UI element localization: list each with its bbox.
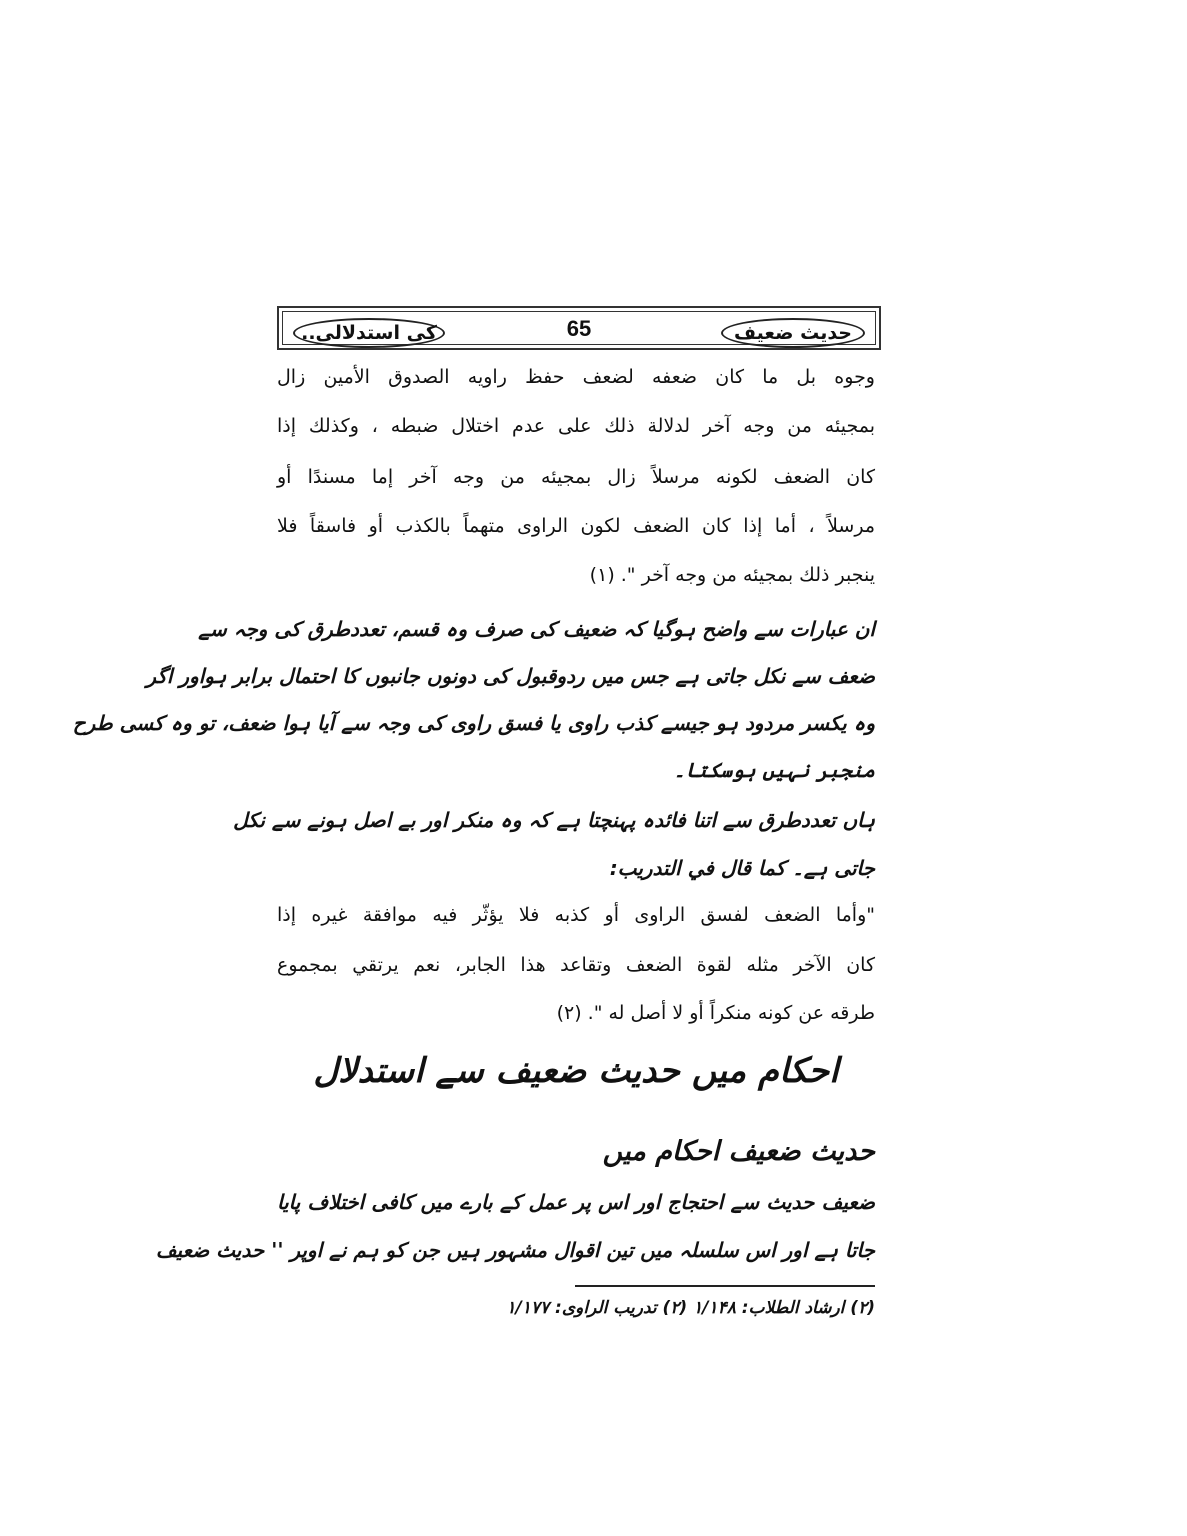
page-header (277, 306, 881, 350)
arabic-quote-1-line-3: كان الضعف لكونه مرسلاً زال بمجيئه من وجه آخر إما مسندًا أو (277, 466, 875, 488)
urdu-para-1-line-2: ضعف سے نکل جاتی ہے جس میں ردوقبول کی دونوں جانبوں کا احتمال برابر ہواور اگر (146, 664, 875, 688)
subsection-title: حدیث ضعیف احکام میں (602, 1136, 875, 1167)
header-inner-frame (282, 311, 876, 345)
urdu-para-3-line-1: ضعیف حدیث سے احتجاج اور اس پر عمل کے بارے میں کافی اختلاف پایا (277, 1190, 875, 1214)
header-right-title: حدیث ضعیف (721, 318, 865, 348)
page-number: 65 (566, 316, 592, 341)
arabic-quote-1-line-1: وجوه بل ما كان ضعفه لضعف حفظ راويه الصدوق الأمين زال (277, 366, 875, 388)
urdu-para-1-line-4: منجبر نہیں ہوسکتا۔ (673, 758, 875, 782)
arabic-quote-2-line-2: كان الآخر مثله لقوة الضعف وتقاعد هذا الجابر، نعم يرتقي بمجموع (277, 954, 875, 976)
footnote-divider (575, 1285, 875, 1287)
header-left-title: کی استدلالی.. (293, 318, 445, 348)
section-title: احکام میں حدیث ضعیف سے استدلال (313, 1051, 839, 1091)
arabic-quote-1-line-5: ينجبر ذلك بمجيئه من وجه آخر ". (۱) (589, 564, 875, 586)
urdu-para-2-line-2: جاتی ہے۔ کما قال في التدريب: (609, 856, 875, 880)
arabic-quote-1-line-2: بمجيئه من وجه آخر لدلالة ذلك على عدم اختلال ضبطه ، وكذلك إذا (277, 415, 875, 437)
arabic-quote-2-line-1: "وأما الضعف لفسق الراوى أو كذبه فلا يؤثّر فيه موافقة غيره إذا (277, 904, 875, 926)
urdu-para-2-line-1: ہاں تعددطرق سے اتنا فائدہ پہنچتا ہے کہ وہ منکر اور بے اصل ہونے سے نکل (233, 808, 875, 832)
urdu-para-1-line-3: وہ یکسر مردود ہو جیسے کذب راوی یا فسق راوی کی وجہ سے آیا ہوا ضعف، تو وہ کسی طرح (72, 711, 875, 735)
urdu-para-3-line-2: جاتا ہے اور اس سلسلہ میں تین اقوال مشہور ہیں جن کو ہم نے اوپر '' حدیث ضعیف (155, 1238, 875, 1262)
arabic-quote-2-line-3: طرقه عن كونه منكراً أو لا أصل له ". (۲) (556, 1002, 875, 1024)
urdu-para-1-line-1: ان عبارات سے واضح ہوگیا کہ ضعیف کی صرف وہ قسم، تعددطرق کی وجہ سے (198, 617, 875, 641)
footnote: (۲) ارشاد الطلاب: ۱/۱۴۸ (۲) تدریب الراوی: ۱/۱۷۷ (506, 1298, 875, 1318)
arabic-quote-1-line-4: مرسلاً ، أما إذا كان الضعف لكون الراوى متهماً بالكذب أو فاسقاً فلا (277, 515, 875, 537)
